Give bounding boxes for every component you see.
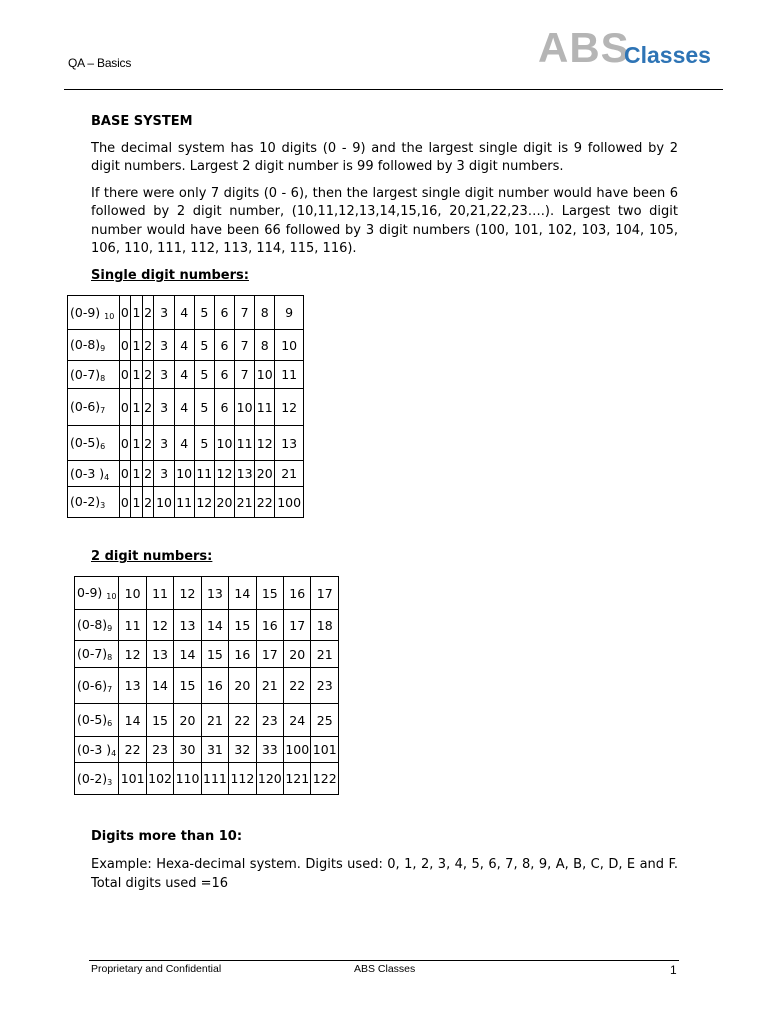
table-cell: 102 [146, 763, 173, 795]
table-cell: 2 [142, 330, 154, 361]
table-cell: 0 [119, 487, 131, 518]
table-cell: 4 [174, 296, 194, 330]
table-row [75, 737, 339, 763]
table-cell: 10 [275, 330, 304, 361]
table-cell: 5 [194, 426, 214, 461]
table-cell: 10 [214, 426, 234, 461]
table-row [75, 641, 339, 668]
table-cell: 9 [275, 296, 304, 330]
table-cell: 6 [214, 389, 234, 426]
table-cell: 30 [174, 737, 201, 763]
table-row [68, 361, 304, 389]
table-cell: 112 [229, 763, 256, 795]
table-cell: 2 [142, 389, 154, 426]
table-cell: 5 [194, 330, 214, 361]
table-cell: 7 [235, 361, 255, 389]
table-cell: 4 [174, 426, 194, 461]
table-cell: 23 [311, 668, 339, 704]
row-label: (0-9) $_{10}$ [68, 296, 120, 330]
table-cell: 22 [229, 704, 256, 737]
header-divider [64, 89, 723, 90]
table-cell: 0 [119, 461, 131, 487]
table-cell: 3 [154, 296, 174, 330]
table-cell: 8 [255, 296, 275, 330]
table-cell: 13 [275, 426, 304, 461]
table-cell: 11 [235, 426, 255, 461]
table-cell: 1 [131, 426, 143, 461]
table-cell: 24 [284, 704, 311, 737]
row-label: $(0-5)_6$ [75, 704, 119, 737]
table-cell: 6 [214, 296, 234, 330]
table-cell: 1 [131, 361, 143, 389]
table-row [75, 668, 339, 704]
table-cell: 5 [194, 361, 214, 389]
table-cell: 11 [275, 361, 304, 389]
table-cell: 14 [119, 704, 146, 737]
row-label: (0-3 )$_4$ [68, 461, 120, 487]
logo-abs-text: ABS [538, 24, 630, 71]
table-cell: 7 [235, 296, 255, 330]
table-cell: 5 [194, 296, 214, 330]
table-cell: 21 [275, 461, 304, 487]
table-cell: 2 [142, 361, 154, 389]
table-cell: 10 [154, 487, 174, 518]
table-cell: 11 [119, 610, 146, 641]
two-digit-heading: 2 digit numbers: [91, 549, 213, 564]
table-cell: 17 [256, 641, 283, 668]
row-label: $(0-8)_9$ [75, 610, 119, 641]
table-cell: 17 [311, 577, 339, 610]
table-row [75, 610, 339, 641]
table-cell: 11 [255, 389, 275, 426]
table-cell: 31 [201, 737, 228, 763]
table-cell: 1 [131, 389, 143, 426]
table-cell: 13 [174, 610, 201, 641]
header-title: QA – Basics [68, 56, 132, 70]
table-cell: 4 [174, 361, 194, 389]
table-cell: 10 [255, 361, 275, 389]
table-cell: 20 [174, 704, 201, 737]
table-cell: 12 [275, 389, 304, 426]
table-cell: 15 [174, 668, 201, 704]
table-cell: 111 [201, 763, 228, 795]
table-cell: 20 [214, 487, 234, 518]
table-cell: 1 [131, 330, 143, 361]
table-cell: 12 [255, 426, 275, 461]
table-cell: 0 [119, 426, 131, 461]
row-label: $(0-6)_7$ [75, 668, 119, 704]
table-cell: 22 [119, 737, 146, 763]
table-cell: 0 [119, 330, 131, 361]
table-cell: 23 [256, 704, 283, 737]
table-cell: 15 [256, 577, 283, 610]
table-cell: 4 [174, 330, 194, 361]
table-cell: 12 [119, 641, 146, 668]
table-row [75, 577, 339, 610]
table-cell: 0 [119, 361, 131, 389]
row-label: (0-3 )$_4$ [75, 737, 119, 763]
table-row [68, 389, 304, 426]
table-row [75, 763, 339, 795]
row-label: $(0-7)_8$ [68, 361, 120, 389]
paragraph-decimal: The decimal system has 10 digits (0 - 9) and the largest single digit is 9 followed by 2 digit numbers. Largest 2 digit number is 99 followed by 3 digit numbers. [91, 140, 678, 174]
table-cell: 12 [214, 461, 234, 487]
table-cell: 23 [146, 737, 173, 763]
table-cell: 14 [174, 641, 201, 668]
table-cell: 14 [201, 610, 228, 641]
table-cell: 16 [256, 610, 283, 641]
table-cell: 101 [119, 763, 146, 795]
table-cell: 10 [174, 461, 194, 487]
table-cell: 11 [174, 487, 194, 518]
table-cell: 121 [284, 763, 311, 795]
table-cell: 6 [214, 330, 234, 361]
table-row [68, 426, 304, 461]
table-row [68, 487, 304, 518]
table-cell: 14 [146, 668, 173, 704]
table-cell: 10 [235, 389, 255, 426]
table-cell: 4 [174, 389, 194, 426]
table-cell: 8 [255, 330, 275, 361]
table-cell: 13 [235, 461, 255, 487]
table-row [68, 461, 304, 487]
table-cell: 120 [256, 763, 283, 795]
single-digit-heading: Single digit numbers: [91, 267, 249, 283]
table-cell: 32 [229, 737, 256, 763]
table-cell: 16 [201, 668, 228, 704]
table-cell: 0 [119, 296, 131, 330]
table-cell: 5 [194, 389, 214, 426]
table-cell: 25 [311, 704, 339, 737]
table-cell: 21 [256, 668, 283, 704]
table-cell: 10 [119, 577, 146, 610]
table-cell: 13 [119, 668, 146, 704]
footer-left: Proprietary and Confidential [91, 963, 222, 975]
table-cell: 122 [311, 763, 339, 795]
table-cell: 16 [284, 577, 311, 610]
table-cell: 6 [214, 361, 234, 389]
table-cell: 20 [255, 461, 275, 487]
table-cell: 2 [142, 461, 154, 487]
table-cell: 11 [146, 577, 173, 610]
table-cell: 18 [311, 610, 339, 641]
two-digit-table [74, 576, 339, 795]
table-cell: 15 [201, 641, 228, 668]
table-cell: 3 [154, 361, 174, 389]
row-label: 0-9) $_{10}$ [75, 577, 119, 610]
table-cell: 14 [229, 577, 256, 610]
table-cell: 17 [284, 610, 311, 641]
table-cell: 13 [201, 577, 228, 610]
table-cell: 21 [311, 641, 339, 668]
section-title: BASE SYSTEM [91, 114, 193, 129]
table-cell: 15 [146, 704, 173, 737]
row-label: $(0-8)_9$ [68, 330, 120, 361]
table-cell: 22 [284, 668, 311, 704]
table-cell: 3 [154, 389, 174, 426]
row-label: $(0-2)_3$ [68, 487, 120, 518]
table-cell: 20 [284, 641, 311, 668]
row-label: $(0-2)_3$ [75, 763, 119, 795]
table-cell: 110 [174, 763, 201, 795]
table-cell: 33 [256, 737, 283, 763]
table-cell: 7 [235, 330, 255, 361]
table-cell: 100 [284, 737, 311, 763]
table-cell: 1 [131, 461, 143, 487]
table-cell: 1 [131, 487, 143, 518]
table-cell: 22 [255, 487, 275, 518]
paragraph-base7: If there were only 7 digits (0 - 6), then the largest single digit number would have been 6 followed by 2 digit number, (10,11,12,13,14,15,16, 20,21,22,23….). Largest two digit number would have been 66 followed by 3 digit numbers (100, 101, 102, 103, 104, 105, 106, 110, 111, 112, 113, 114, 115, 116). [91, 185, 678, 256]
table-cell: 12 [146, 610, 173, 641]
table-cell: 3 [154, 330, 174, 361]
digits-more-heading: Digits more than 10: [91, 829, 243, 844]
table-row [75, 704, 339, 737]
table-row [68, 296, 304, 330]
row-label: $(0-6)_7$ [68, 389, 120, 426]
page-number: 1 [670, 963, 677, 977]
table-cell: 3 [154, 426, 174, 461]
table-cell: 15 [229, 610, 256, 641]
abs-classes-logo [538, 26, 738, 70]
table-cell: 11 [194, 461, 214, 487]
table-cell: 21 [235, 487, 255, 518]
table-cell: 16 [229, 641, 256, 668]
table-cell: 100 [275, 487, 304, 518]
document-body [91, 113, 678, 285]
table-cell: 20 [229, 668, 256, 704]
table-cell: 3 [154, 461, 174, 487]
row-label: $(0-5)_6$ [68, 426, 120, 461]
table-cell: 2 [142, 487, 154, 518]
table-cell: 101 [311, 737, 339, 763]
logo-classes-text: Classes [624, 42, 711, 68]
table-cell: 21 [201, 704, 228, 737]
table-cell: 12 [174, 577, 201, 610]
footer-center: ABS Classes [354, 963, 416, 975]
table-cell: 2 [142, 426, 154, 461]
table-cell: 12 [194, 487, 214, 518]
table-cell: 0 [119, 389, 131, 426]
table-cell: 1 [131, 296, 143, 330]
table-row [68, 330, 304, 361]
table-cell: 2 [142, 296, 154, 330]
row-label: $(0-7)_8$ [75, 641, 119, 668]
hexadecimal-example: Example: Hexa-decimal system. Digits used: 0, 1, 2, 3, 4, 5, 6, 7, 8, 9, A, B, C, D, E and F. Total digits used =16 [91, 857, 678, 891]
single-digit-table [67, 295, 304, 518]
footer-divider [89, 960, 679, 961]
table-cell: 13 [146, 641, 173, 668]
